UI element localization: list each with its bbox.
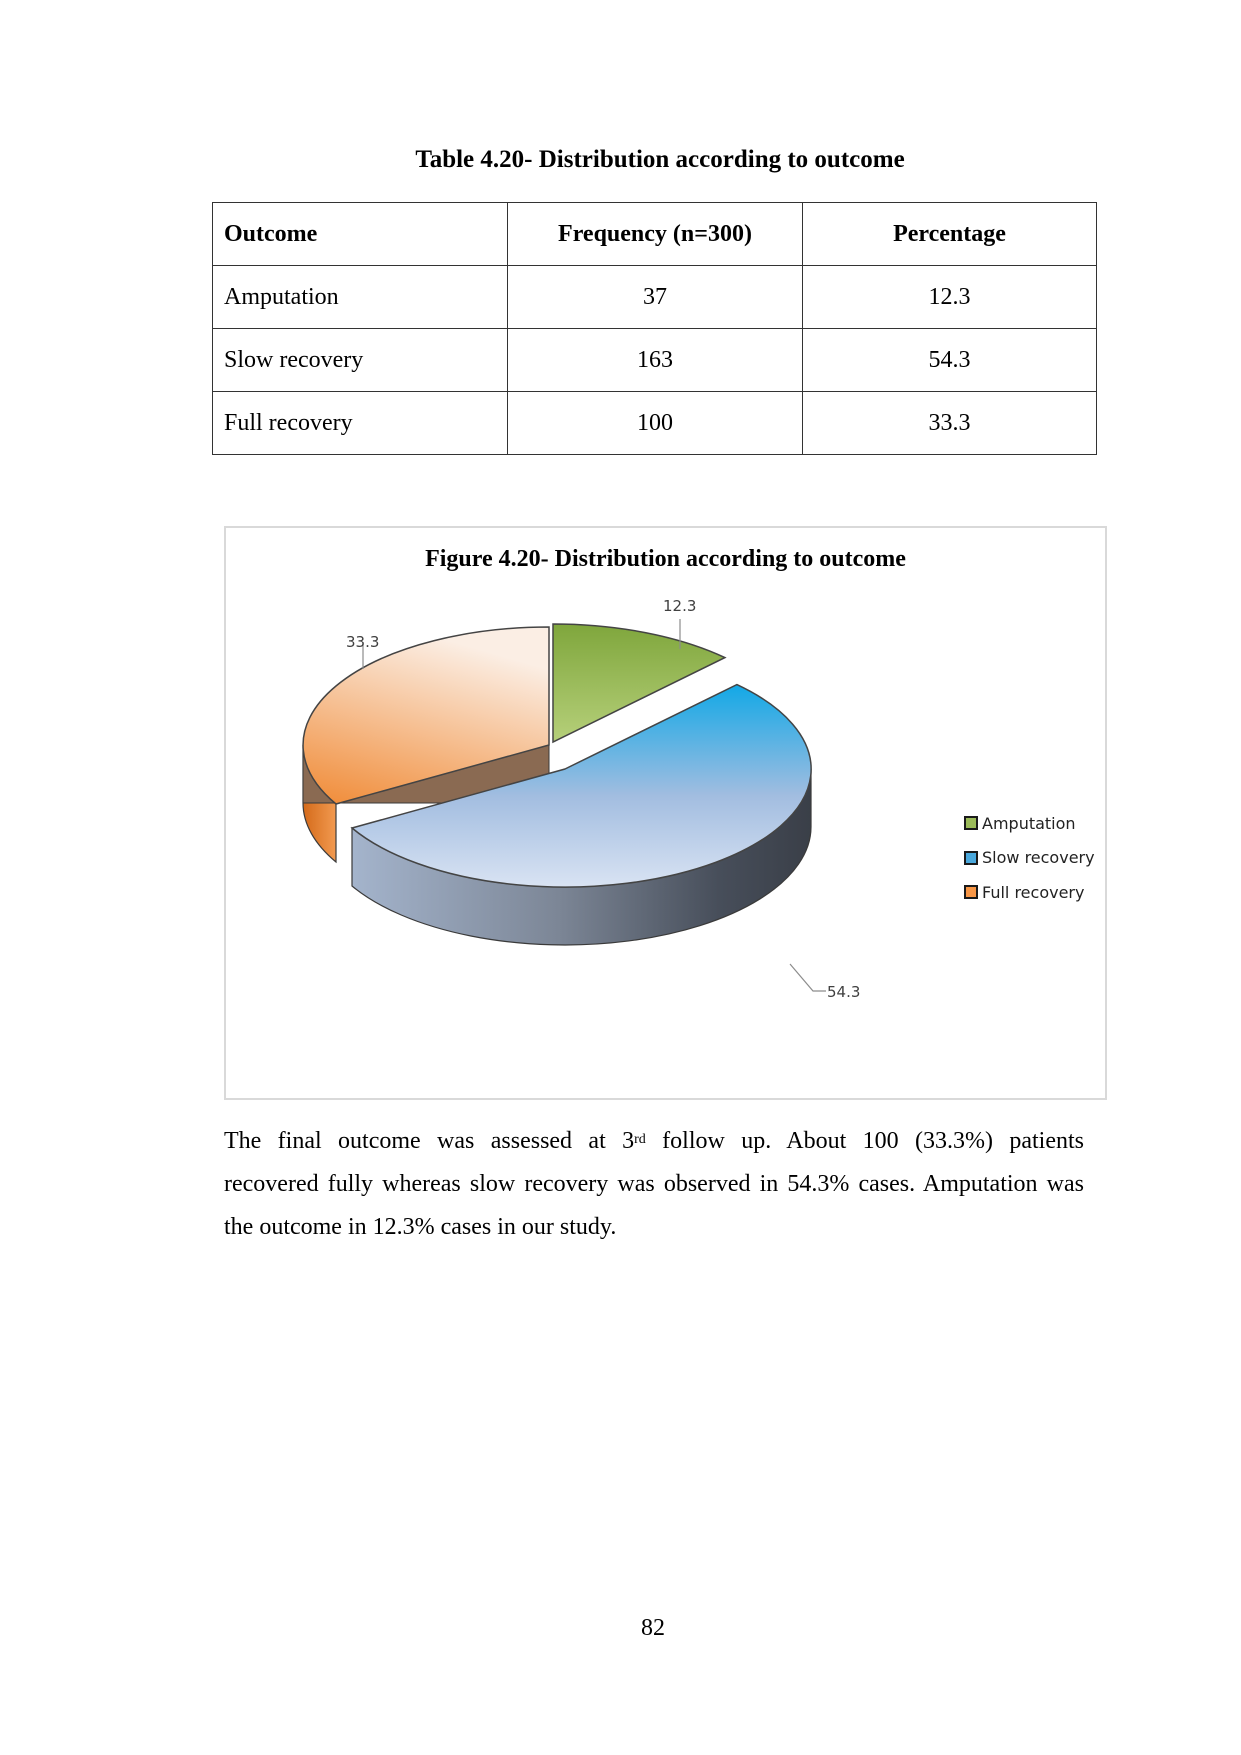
chart-title: Figure 4.20- Distribution according to outcome xyxy=(425,546,906,572)
legend-item-slow-recovery xyxy=(964,841,1095,876)
chart-legend xyxy=(964,806,1095,910)
legend-label: Slow recovery xyxy=(982,848,1095,868)
page-number: 82 xyxy=(641,1615,665,1641)
table-cell-percentage: 12.3 xyxy=(803,266,1097,329)
legend-label: Amputation xyxy=(982,813,1076,833)
table-cell-outcome: Full recovery xyxy=(213,392,508,455)
paragraph-line xyxy=(224,1120,1084,1163)
table-cell-outcome: Amputation xyxy=(213,266,508,329)
legend-swatch-full-recovery xyxy=(964,885,978,899)
table-cell-frequency: 37 xyxy=(508,266,803,329)
legend-swatch-slow-recovery xyxy=(964,851,978,865)
table-cell-outcome: Slow recovery xyxy=(213,329,508,392)
paragraph-text: The final outcome was assessed at 3 xyxy=(224,1128,635,1154)
table-cell-percentage: 54.3 xyxy=(803,329,1097,392)
table-cell-frequency: 163 xyxy=(508,329,803,392)
table-row xyxy=(213,392,1097,455)
legend-item-full-recovery xyxy=(964,875,1095,910)
data-label-full-recovery: 33.3 xyxy=(346,633,380,651)
table-caption: Table 4.20- Distribution according to outcome xyxy=(415,146,905,173)
table-cell-percentage: 33.3 xyxy=(803,392,1097,455)
table-row xyxy=(213,329,1097,392)
table-row xyxy=(213,266,1097,329)
table-header-outcome: Outcome xyxy=(213,203,508,266)
legend-label: Full recovery xyxy=(982,882,1085,902)
legend-item-amputation xyxy=(964,806,1095,841)
leader-line-slow-recovery xyxy=(790,964,826,991)
legend-swatch-amputation xyxy=(964,816,978,830)
table-cell-frequency: 100 xyxy=(508,392,803,455)
paragraph-text: follow up. About 100 (33.3%) patients xyxy=(645,1128,1084,1154)
table-header-percentage: Percentage xyxy=(803,203,1097,266)
body-paragraph xyxy=(224,1120,1084,1249)
paragraph-line: the outcome in 12.3% cases in our study. xyxy=(224,1214,617,1240)
table-header-row xyxy=(213,203,1097,266)
table-header-frequency: Frequency (n=300) xyxy=(508,203,803,266)
paragraph-line: recovered fully whereas slow recovery was observed in 54.3% cases. Amputation was xyxy=(224,1171,1084,1197)
outcome-table xyxy=(212,202,1097,455)
data-label-slow-recovery: 54.3 xyxy=(827,983,861,1001)
ordinal-superscript: rd xyxy=(634,1132,646,1147)
chart-frame xyxy=(224,526,1107,1100)
data-label-amputation: 12.3 xyxy=(663,597,697,615)
